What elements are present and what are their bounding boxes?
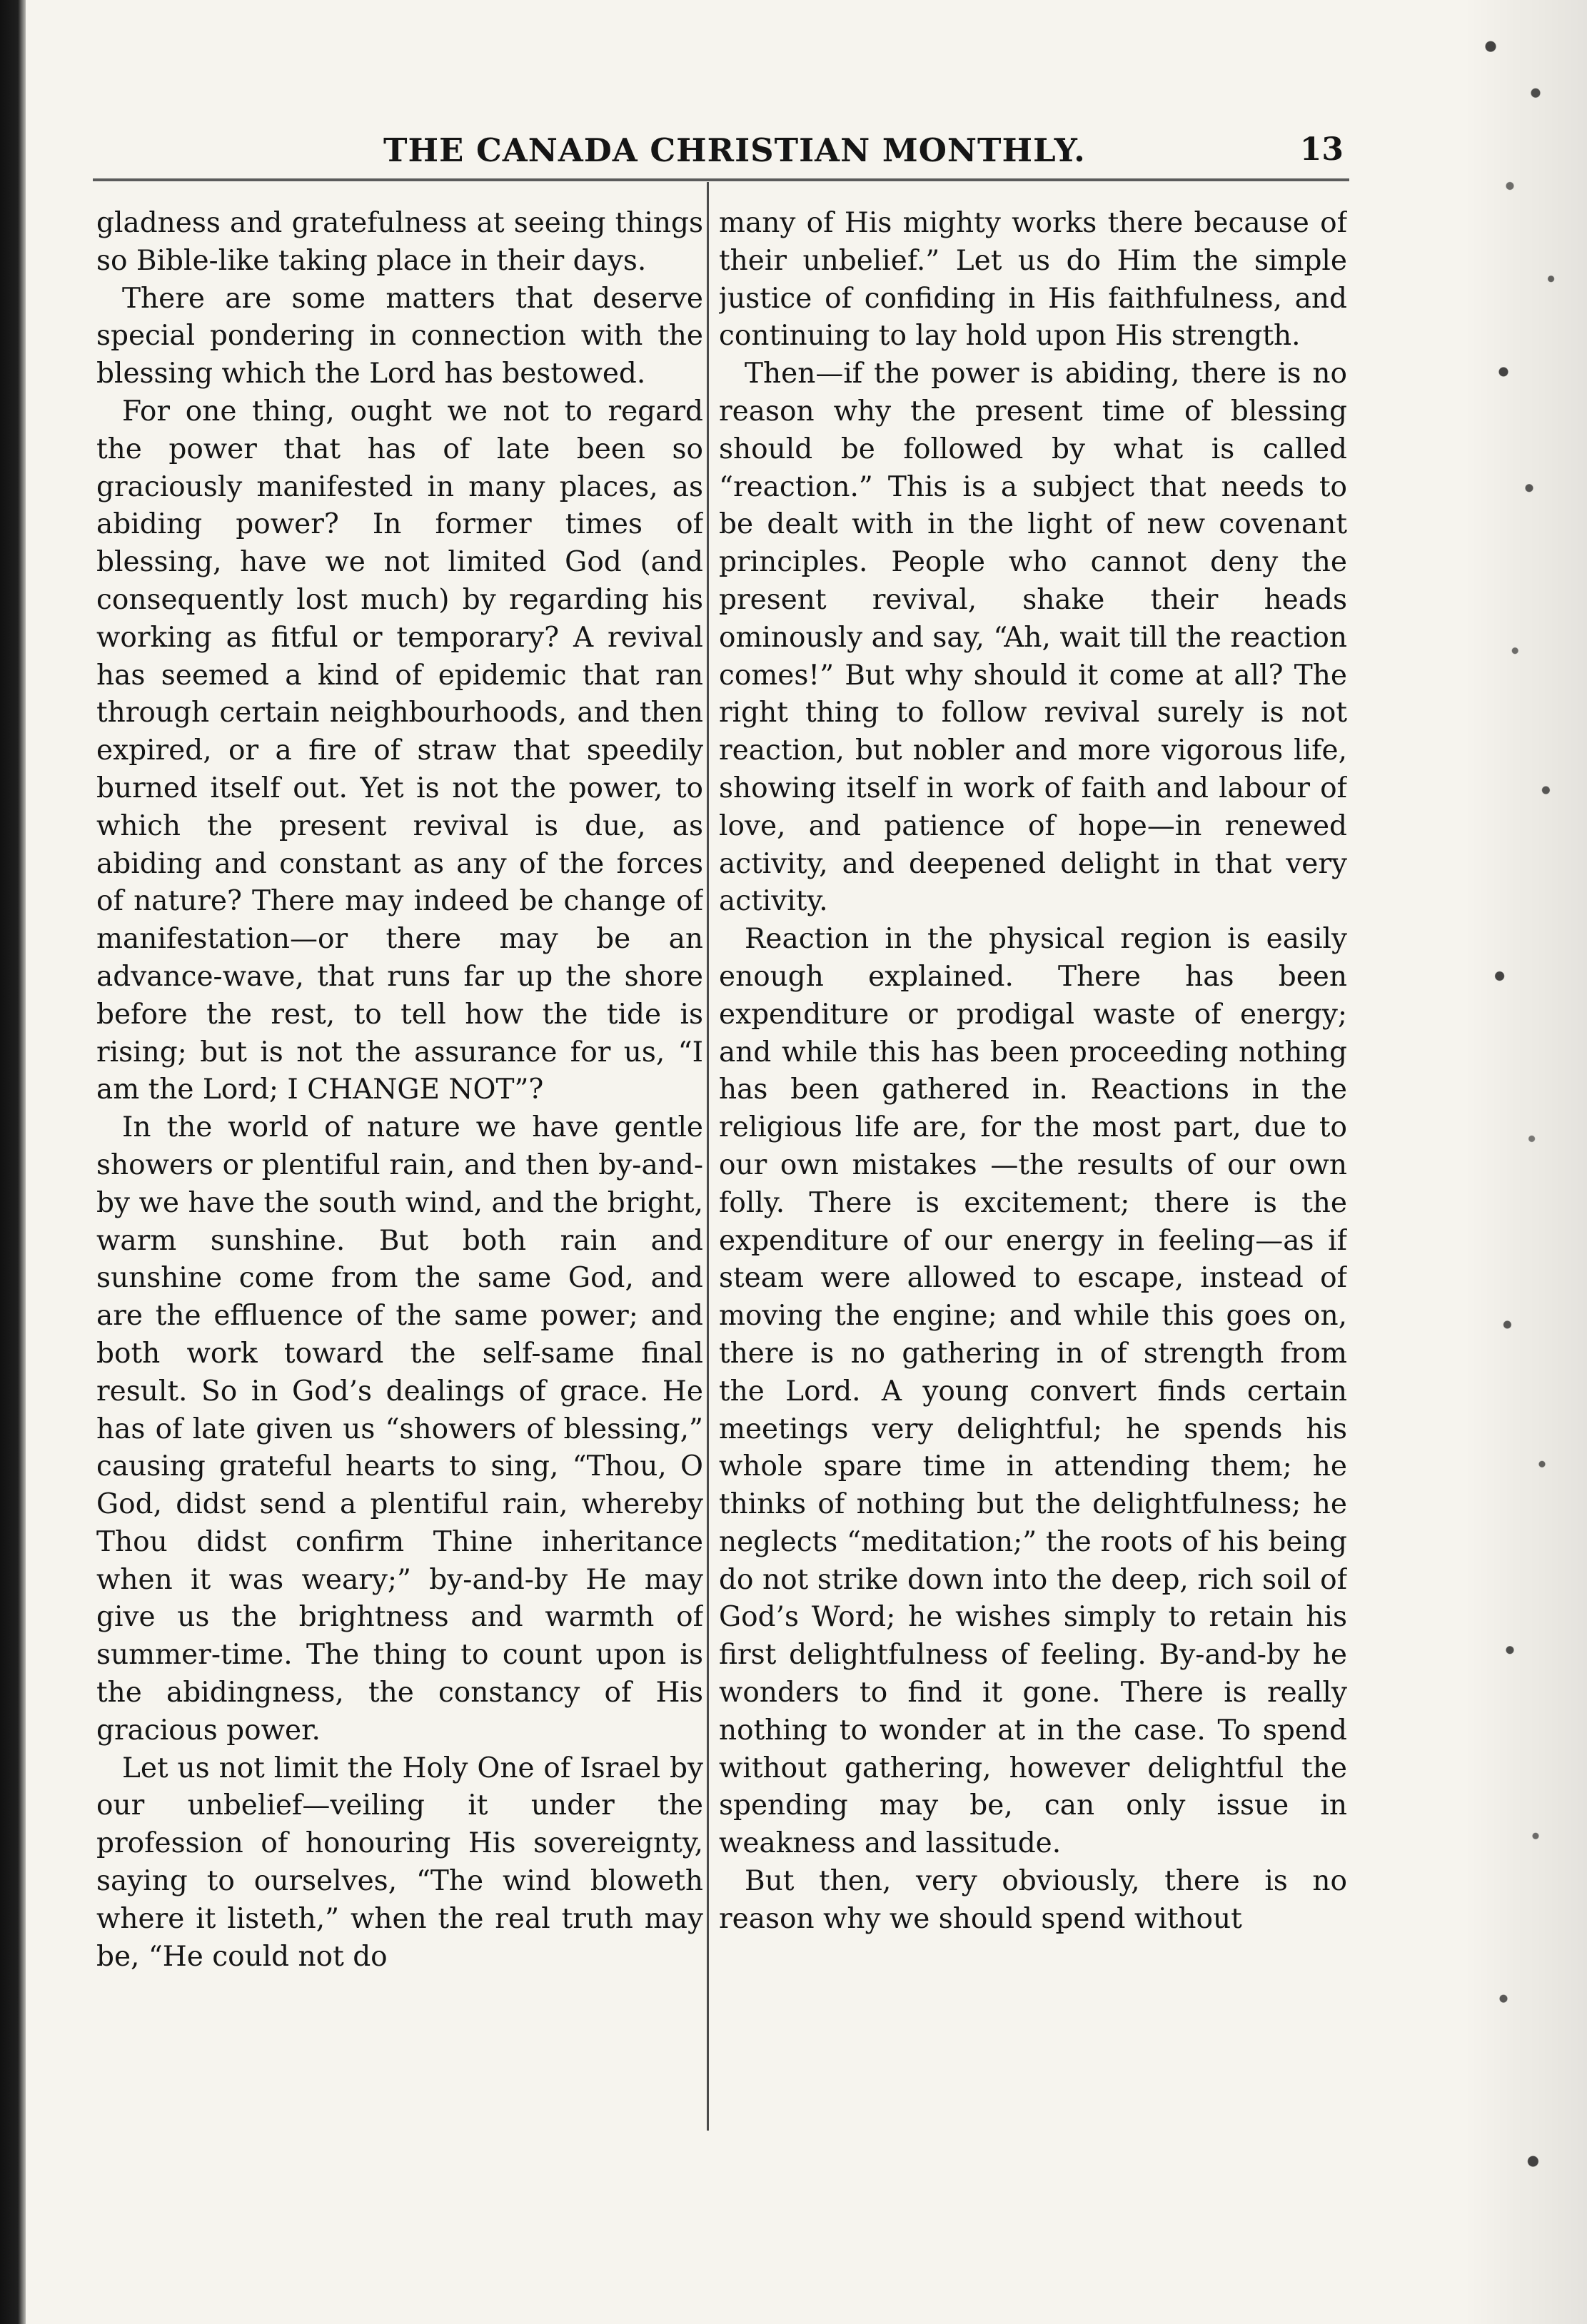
left-paragraph-4: In the world of nature we have gentle showers or plentiful rain, and then by-and-by we have the south wind, and the bright, warm sunshine. But both rain and sunshine come from the same God, and are the effluence of the same power; and both work toward the self-same final result. So in God’s dealings of grace. He has of late given us “showers of blessing,” causing grateful hearts to sing, “Thou, O God, didst send a plentiful rain, whereby Thou didst confirm Thine inheritance when it was weary;” by-and-by He may give us the brightness and warmth of summer-time. The thing to count upon is the abidingness, the constancy of His gracious power. (96, 1111, 703, 1747)
column-divider (707, 182, 709, 2131)
right-paragraph-1: many of His mighty works there because of their unbelief.” Let us do Him the simple justice of confiding in His faithfulness, and continuing to lay hold upon His strength. (719, 207, 1347, 353)
left-paragraph-3: For one thing, ought we not to regard the power that has of late been so graciously manifested in many places, as abiding power? In former times of blessing, have we not limited God (and consequently lost much) by regarding his working as fitful or temporary? A revival has seemed a kind of epidemic that ran through certain neighbourhoods, and then expired, or a fire of straw that speedily burned itself out. Yet is not the power, to which the present revival is due, as abiding and constant as any of the forces of nature? There may indeed be change of manifestation—or there may be an advance-wave, that runs far up the shore before the rest, to tell how the tide is rising; but is not the assurance for us, “I am the Lord; I CHANGE NOT”? (96, 395, 703, 1106)
left-paragraph-5: Let us not limit the Holy One of Israel by our unbelief—veiling it under the profession of honouring His sovereignty, saying to ourselves, “The wind bloweth where it listeth,” when the real truth may be, “He could not do (96, 1752, 703, 1973)
right-paragraph-4: But then, very obviously, there is no reason why we should spend without (719, 1865, 1347, 1935)
left-paragraph-2: There are some matters that deserve special pondering in connection with the blessing which the Lord has bestowed. (96, 282, 703, 390)
left-page-edge (0, 0, 26, 2324)
right-paragraph-2: Then—if the power is abiding, there is no reason why the present time of blessing should be followed by what is called “reaction.” This is a subject that needs to be dealt with in the light of new covenant principles. People who cannot deny the present revival, shake their heads ominously and say, “Ah, wait till the reaction comes!” But why should it come at all? The right thing to follow revival surely is not reaction, but nobler and more vigorous life, showing itself in work of faith and labour of love, and patience of hope—in renewed activity, and deepened delight in that very activity. (719, 358, 1347, 918)
right-column (719, 205, 1347, 2218)
left-column (96, 205, 703, 2218)
right-paragraph-3: Reaction in the physical region is easily enough explained. There has been expenditure or prodigal waste of energy; and while this has been proceeding nothing has been gathered in. Reactions in the religious life are, for the most part, due to our own mistakes —the results of our own folly. There is excitement; there is the expenditure of our energy in feeling—as if steam were allowed to escape, instead of moving the engine; and while this goes on, there is no gathering in of strength from the Lord. A young convert finds certain meetings very delightful; he spends his whole spare time in attending them; he thinks of nothing but the delightfulness; he neglects “meditation;” the roots of his being do not strike down into the deep, rich soil of God’s Word; he wishes simply to retain his first delightfulness of feeling. By-and-by he wonders to find it gone. There is really nothing to wonder at in the case. To spend without gathering, however delightful the spending may be, can only issue in weakness and lassitude. (719, 923, 1347, 1860)
page-number: 13 (1299, 131, 1344, 168)
magazine-title: THE CANADA CHRISTIAN MONTHLY. (383, 131, 1086, 169)
left-paragraph-1: gladness and gratefulness at seeing things so Bible-like taking place in their days. (96, 207, 703, 277)
header-rule (93, 178, 1349, 181)
page-header (101, 131, 1344, 177)
right-page-edge-speckles (1458, 0, 1587, 2324)
